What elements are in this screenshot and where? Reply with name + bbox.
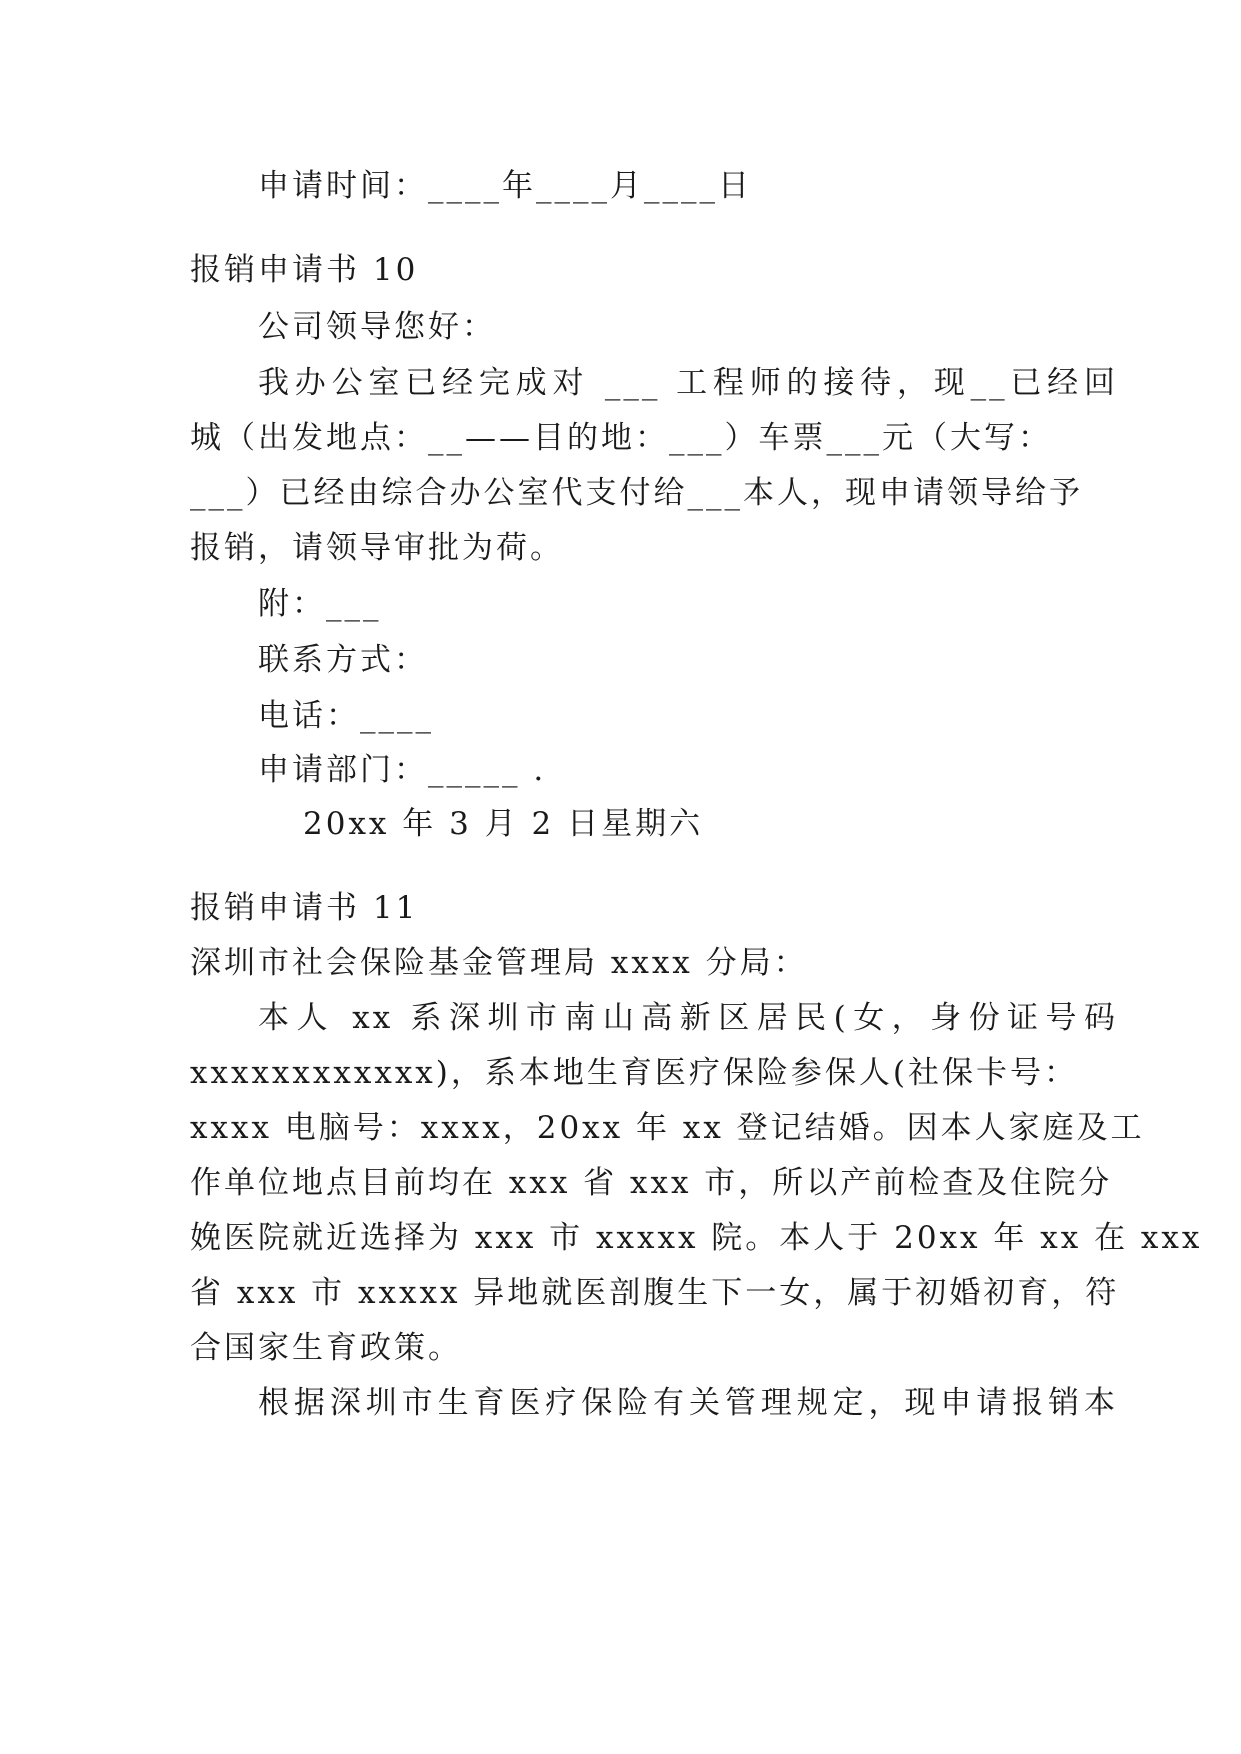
body-paragraph-line: 合国家生育政策。 — [190, 1330, 462, 1366]
body-paragraph-line: 根据深圳市生育医疗保险有关管理规定，现申请报销本 — [258, 1385, 1118, 1421]
body-paragraph-line: 省 xxx 市 xxxxx 异地就医剖腹生下一女，属于初婚初育，符 — [190, 1275, 1120, 1311]
section-title-10: 报销申请书 10 — [190, 252, 419, 288]
contact-heading: 联系方式： — [258, 642, 428, 678]
body-paragraph-line: 本人 xx 系深圳市南山高新区居民(女，身份证号码 — [258, 1000, 1118, 1036]
body-paragraph-line: xxxxxxxxxxxx)，系本地生育医疗保险参保人(社保卡号： — [190, 1055, 1078, 1091]
body-paragraph-line: ___）已经由综合办公室代支付给___本人，现申请领导给予 — [190, 475, 1083, 511]
body-paragraph-line: 城（出发地点：__——目的地：___）车票___元（大写： — [190, 420, 1052, 456]
body-paragraph-line: 作单位地点目前均在 xxx 省 xxx 市，所以产前检查及住院分 — [190, 1165, 1113, 1201]
body-paragraph-line: xxxx 电脑号：xxxx，20xx 年 xx 登记结婚。因本人家庭及工 — [190, 1110, 1145, 1146]
phone-line: 电话：____ — [258, 698, 434, 734]
addressee: 深圳市社会保险基金管理局 xxxx 分局： — [190, 945, 808, 981]
body-paragraph-line: 报销，请领导审批为荷。 — [190, 530, 564, 566]
body-paragraph-line: 娩医院就近选择为 xxx 市 xxxxx 院。本人于 20xx 年 xx 在 xxx — [190, 1220, 1203, 1256]
section-title-11: 报销申请书 11 — [190, 890, 419, 926]
attachment-line: 附：___ — [258, 586, 382, 622]
date-line: 20xx 年 3 月 2 日星期六 — [303, 806, 704, 842]
department-line: 申请部门：_____ . — [258, 752, 547, 788]
body-paragraph-line: 我办公室已经完成对 ___ 工程师的接待，现__已经回 — [258, 365, 1118, 401]
application-date-line: 申请时间：____年____月____日 — [258, 168, 752, 204]
salutation: 公司领导您好： — [258, 309, 496, 345]
